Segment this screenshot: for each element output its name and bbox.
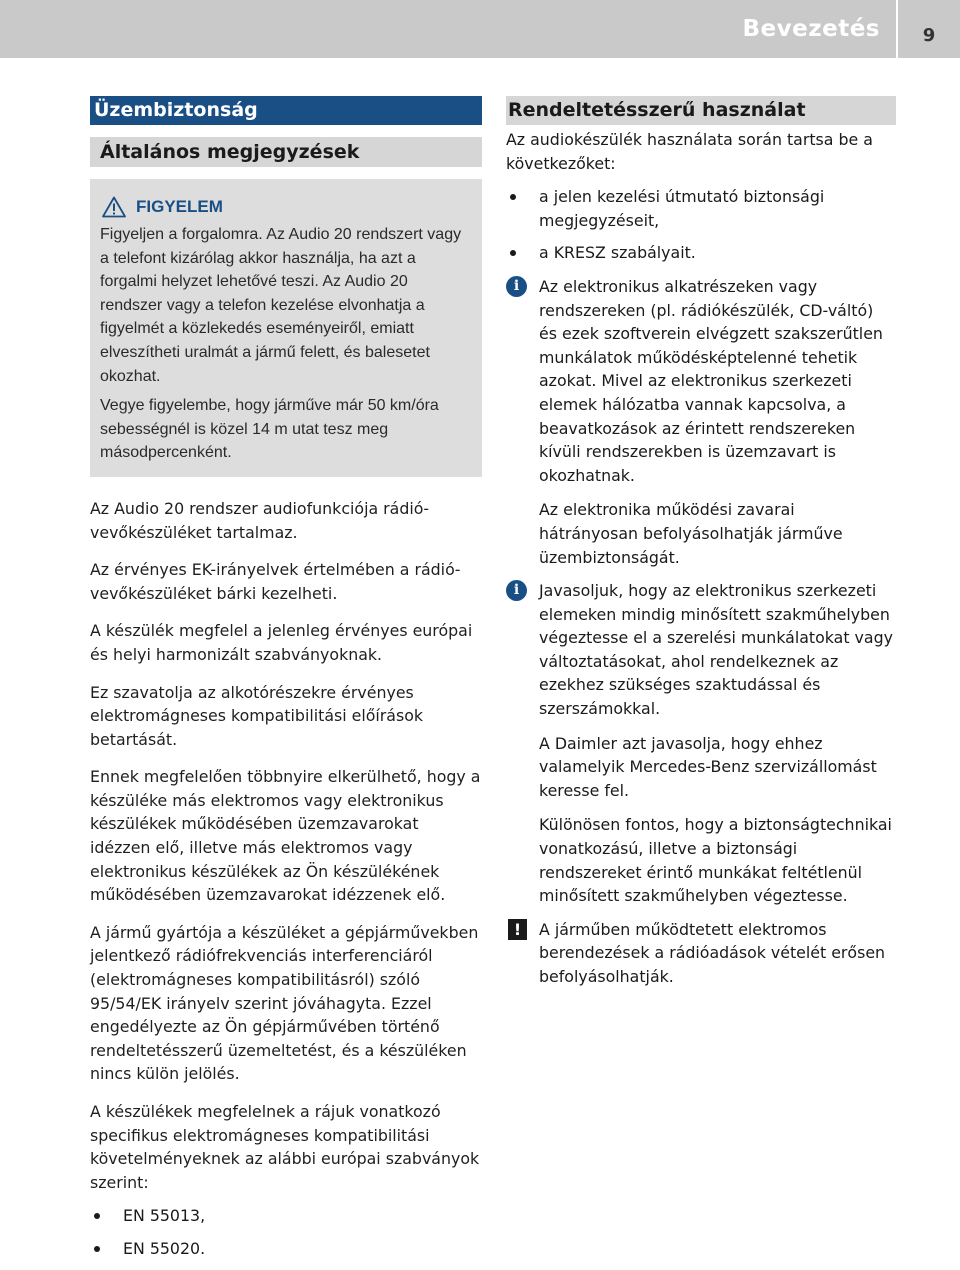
body-paragraph: Ez szavatolja az alkotórészekre érvényes elektromágneses kompatibilitási előírások betartását.: [90, 682, 424, 749]
body-paragraph: A készülék megfelel a jelenleg érvényes európai és helyi harmonizált szabványoknak.: [90, 621, 473, 664]
warning-box: [90, 179, 482, 477]
caution-note: [506, 918, 896, 989]
info-note-electronics: [506, 275, 896, 569]
page-header: [0, 0, 960, 58]
warning-text: Figyeljen a forgalomra. Az Audio 20 rendszert vagy a telefont kizárólag akkor használja, ha azt a forgalmi helyzet lehetővé teszi. Az Audio 20 rendszer vagy a telefon kezelése elvonhatja a figyelmét a közlekedés eseményeiről, emiatt elveszítheti uralmát a jármű felett, és balesetet okozhat.: [100, 226, 462, 385]
warning-label: FIGYELEM: [136, 197, 223, 216]
body-paragraph: Az Audio 20 rendszer audiofunkciója rádióvevőkészüléket tartalmaz.: [90, 498, 430, 542]
info-text: Az elektronikus alkatrészeken vagy rendszereken (pl. rádiókészülék, CD-váltó) és ezek szoftverein elvégzett szakszerűtlen munkálatok működésképtelenné tehetik azokat. Mivel az elektronikus szerkezeti elemek hálózatba vannak kapcsolva, a beavatkozások az érintett rendszereken kívüli rendszerekben is üzemzavart is okozhatnak.: [539, 276, 883, 485]
body-paragraph: A jármű gyártója a készüléket a gépjárművekben jelentkező rádiófrekvenciás interferenciáról (elektromágneses kompatibilitásról) szóló 95/54/EK irányelv szerint jóváhagyta. Ezzel engedélyezte az Ön gépjárművében történő rendeltetésszerű üzemeltetést, és a készüléken nincs külön jelölés.: [90, 922, 479, 1084]
intro-paragraph: Az audiokészülék használata során tartsa be a következőket:: [506, 130, 873, 173]
left-column: [90, 96, 482, 1270]
warning-text: Vegye figyelembe, hogy járműve már 50 km/óra sebességnél is közel 14 m utat tesz meg másodpercenként.: [100, 397, 439, 462]
list-item: [506, 185, 896, 232]
warning-triangle-icon: [102, 196, 126, 218]
note-text: A járműben működtetett elektromos berendezések a rádióadások vételét erősen befolyásolhatják.: [539, 919, 886, 986]
body-paragraph: Az érvényes EK-irányelvek értelmében a rádióvevőkészüléket bárki kezelheti.: [90, 560, 461, 603]
right-column: [506, 96, 896, 989]
list-item: [90, 1237, 482, 1261]
info-icon: i: [506, 580, 527, 601]
chapter-title: Bevezetés: [742, 16, 880, 42]
warning-header: [100, 193, 474, 221]
body-paragraph: Ennek megfelelően többnyire elkerülhető, hogy a készüléke más elektromos vagy elektronikus készülékek működésében üzemzavarokat idézzen elő, illetve más elektromos vagy elektronikus készülékek az Ön készülékének működésében üzemzavarokat idézzenek elő.: [90, 767, 481, 905]
info-icon: i: [506, 276, 527, 297]
rules-list: [506, 185, 896, 265]
bullet-icon: [510, 194, 516, 200]
list-item-text: EN 55013,: [123, 1206, 206, 1226]
list-item: [90, 1204, 482, 1228]
subsection-title-general: Általános megjegyzések: [90, 137, 482, 167]
section-title-intended-use: Rendeltetésszerű használat: [506, 96, 896, 125]
list-item-text: EN 55020.: [123, 1238, 206, 1258]
page-number: 9: [922, 25, 936, 46]
info-note-workshop: [506, 579, 896, 908]
section-title-safety: Üzembiztonság: [90, 96, 482, 125]
body-paragraph: A készülékek megfelelnek a rájuk vonatkozó specifikus elektromágneses kompatibilitási követelményeknek az alábbi európai szabványok szerint:: [90, 1102, 480, 1192]
list-item-text: a jelen kezelési útmutató biztonsági megjegyzéseit,: [539, 187, 825, 230]
info-text: A Daimler azt javasolja, hogy ehhez valamelyik Mercedes-Benz szervizállomást keresse fel.: [539, 733, 877, 800]
standards-list: [90, 1204, 482, 1260]
bullet-icon: [510, 250, 516, 256]
bullet-icon: [94, 1213, 100, 1219]
info-text: Különösen fontos, hogy a biztonságtechnikai vonatkozású, illetve a biztonsági rendszereket érintő munkákat feltétlenül minősített szakműhelyben végeztesse.: [539, 815, 892, 906]
list-item-text: a KRESZ szabályait.: [539, 243, 696, 263]
bullet-icon: [94, 1246, 100, 1252]
info-text: Az elektronika működési zavarai hátrányosan befolyásolhatják járműve üzembiztonságát.: [539, 500, 843, 567]
section-spacer: [90, 125, 482, 137]
info-text: Javasoljuk, hogy az elektronikus szerkezeti elemeken mindig minősített szakműhelyben végeztesse el a szerelési munkálatokat vagy változtatásokat, ahol rendelkeznek az ezekhez szükséges szaktudással és szerszámokkal.: [539, 581, 893, 719]
list-item: [506, 241, 896, 265]
section-spacer: [90, 167, 482, 179]
exclamation-note-icon: !: [508, 919, 527, 940]
